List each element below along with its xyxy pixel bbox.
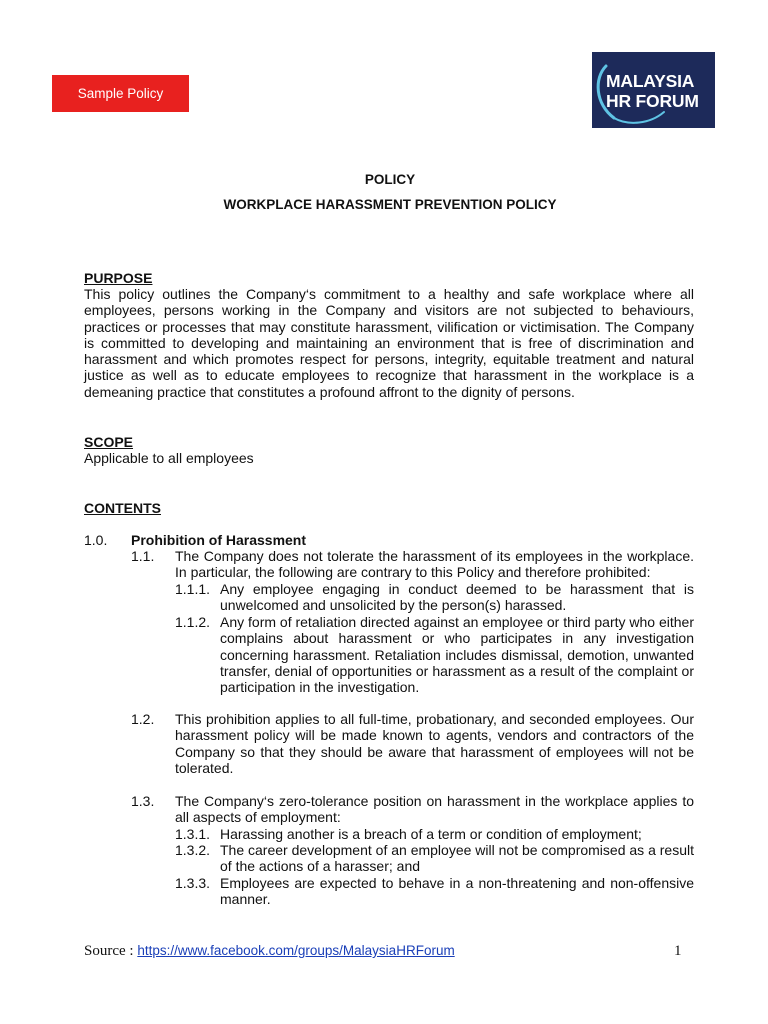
purpose-body: This policy outlines the Company‘s commitment to a healthy and safe workplace where all employees, persons working in the Company and visitors are not subjected to behaviours, practices or processes that may constitute harassment, vilification or victimisation. The Company is committed to developing and maintaining an environment that is free of discrimination and harassment and which promotes respect for persons, integrity, equitable treatment and natural justice as well as to educate employees to recognize that harassment in the workplace is a demeaning practice that constitutes a profound affront to the dignity of persons. [84, 286, 694, 400]
item-1-3-2-number: 1.3.2. [175, 842, 211, 858]
item-1-3-1-number: 1.3.1. [175, 826, 211, 842]
malaysia-hr-forum-logo [592, 52, 715, 128]
contents-heading: CONTENTS [84, 500, 161, 516]
purpose-heading: PURPOSE [84, 270, 153, 286]
scope-heading: SCOPE [84, 434, 134, 450]
item-1-3-number: 1.3. [131, 793, 155, 809]
sample-policy-badge: Sample Policy [52, 75, 189, 112]
logo-line-1: MALAYSIA [606, 71, 695, 91]
item-1-1-number: 1.1. [131, 548, 155, 564]
logo-line-2: HR FORUM [606, 91, 699, 111]
footer-source [84, 942, 455, 960]
section-number: 1.0. [84, 532, 108, 548]
item-1-1-2-text: Any form of retaliation directed against an employee or third party who either complains about harassment or who participates in any investigation concerning harassment. Retaliation includes dismissal, demotion, unwanted transfer, denial of opportunities or harassment as a result of the complaint or participation in the investigation. [220, 614, 694, 696]
document-title: POLICY [364, 172, 416, 187]
item-1-3-3-number: 1.3.3. [175, 875, 211, 891]
section-title: Prohibition of Harassment [131, 532, 307, 548]
item-1-1-text: The Company does not tolerate the harassment of its employees in the workplace. In particular, the following are contrary to this Policy and therefore prohibited: [175, 548, 694, 581]
footer-source-label: Source : [84, 943, 134, 959]
page-number: 1 [674, 943, 682, 959]
item-1-1-1-text: Any employee engaging in conduct deemed to be harassment that is unwelcomed and unsolicited by the person(s) harassed. [220, 581, 694, 614]
item-1-3-2-text: The career development of an employee will not be compromised as a result of the actions of a harasser; and [220, 842, 694, 875]
item-1-3-1-text: Harassing another is a breach of a term or condition of employment; [220, 826, 642, 842]
item-1-3-text: The Company‘s zero-tolerance position on harassment in the workplace applies to all aspects of employment: [175, 793, 694, 826]
item-1-2-text: This prohibition applies to all full-time, probationary, and seconded employees. Our harassment policy will be made known to agents, vendors and contractors of the Company so that they should be aware that harassment of employees will not be tolerated. [175, 711, 694, 776]
item-1-2-number: 1.2. [131, 711, 155, 727]
item-1-1-2-number: 1.1.2. [175, 614, 211, 630]
scope-body: Applicable to all employees [84, 450, 254, 466]
item-1-3-3-text: Employees are expected to behave in a non-threatening and non-offensive manner. [220, 875, 694, 908]
item-1-1-1-number: 1.1.1. [175, 581, 211, 597]
footer-source-link[interactable]: https://www.facebook.com/groups/MalaysiaHRForum [137, 943, 455, 958]
document-subtitle: WORKPLACE HARASSMENT PREVENTION POLICY [223, 197, 557, 212]
